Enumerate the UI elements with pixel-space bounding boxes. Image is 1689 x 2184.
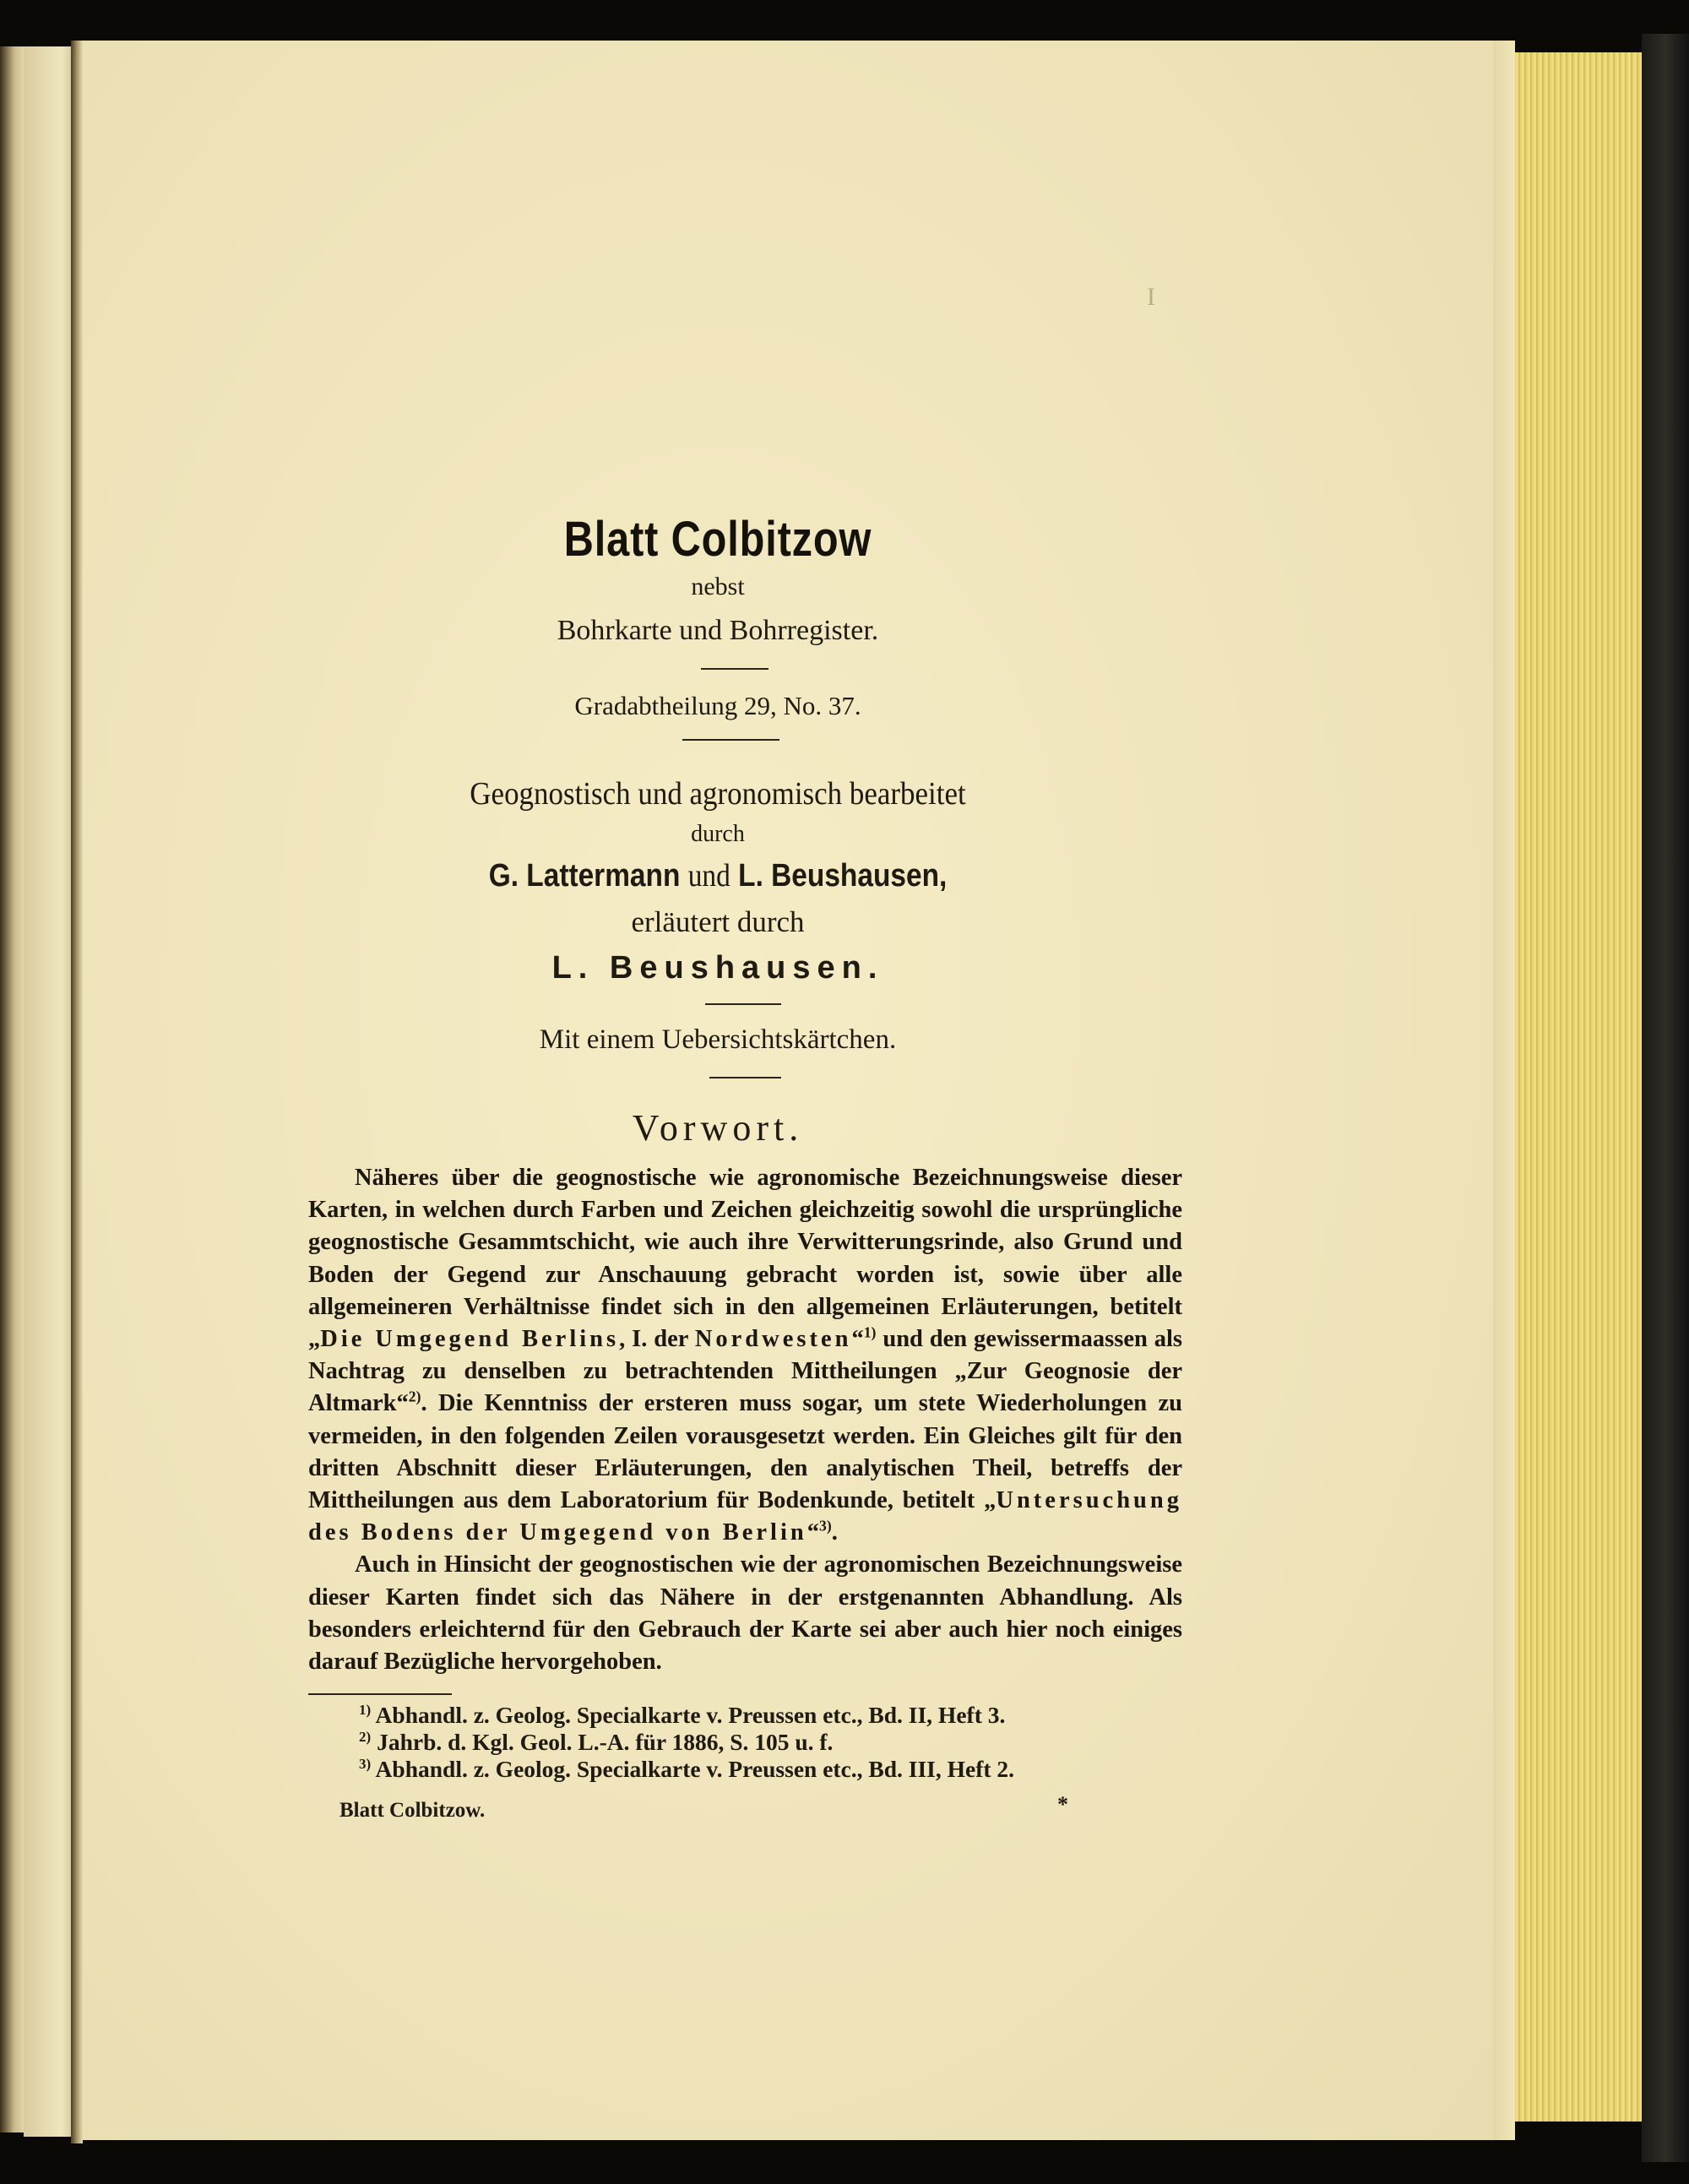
page-right-edge <box>1493 41 1515 2140</box>
signature-mark: * <box>1057 1792 1068 1817</box>
author-lattermann: G. Lattermann <box>488 858 681 894</box>
book-gutter <box>71 41 83 2143</box>
footnote-3: $^{3)}$ Abhandl. z. Geolog. Specialkarte v. Preussen etc., Bd. III, Heft 2. <box>359 1755 1015 1782</box>
document-title: Blatt Colbitzow <box>563 512 872 567</box>
footnotes <box>359 1702 1170 1783</box>
page-mark: I <box>1147 283 1155 311</box>
paragraph-2: Auch in Hinsicht der geognostischen wie der agronomischen Bezeichnungsweise dieser Karten findet sich das Nähere in der erstgenannten Abhandlung. Als besonders erleichternd für den Gebrauch der Karte sei aber auch hier noch einiges darauf Bezügliche hervorgehoben. <box>308 1551 1182 1676</box>
durch-line: durch <box>691 821 745 847</box>
subtitle-bohrkarte: Bohrkarte und Bohrregister. <box>557 615 879 646</box>
map-note: Mit einem Uebersichtskärtchen. <box>539 1024 897 1055</box>
author-beushausen: L. Beushausen, <box>738 858 948 894</box>
divider-rule <box>709 1077 781 1078</box>
footnote-1: $^{1)}$ Abhandl. z. Geolog. Specialkarte v. Preussen etc., Bd. II, Heft 3. <box>359 1701 1006 1728</box>
page-stack-edge <box>1515 52 1642 2122</box>
footnote-ref-1: 1) <box>863 1323 877 1341</box>
page-footer: Blatt Colbitzow. <box>339 1799 486 1822</box>
book-spine-left <box>0 46 24 2132</box>
section-heading: Vorwort. <box>632 1107 804 1149</box>
subtitle-nebst: nebst <box>691 573 745 600</box>
divider-rule <box>682 739 779 741</box>
footnote-ref-2: 2) <box>408 1388 421 1405</box>
authors-line <box>309 857 1127 894</box>
paragraph-1: Näheres über die geognostische wie agronomische Bezeichnungsweise dieser Karten, in welchen durch Farben und Zeichen gleichzeitig sowohl die ursprüngliche geognostische Gesammtschicht, wie auch ihre Verwitterungsrinde, also Grund und Boden der Gegend zur Anschauung gebracht worden ist, sowie über alle allgemeineren Verhältnisse findet sich in den allgemeinen Erläuterungen, betitelt „Die Umgegend Berlins, I. der Nordwesten“$^{1)}$ und den gewissermaassen als Nachtrag zu denselben zu betrachtenden Mittheilungen „Zur Geognosie der Altmark“$^{2)}$. Die Kenntniss der ersteren muss sogar, um stete Wiederholungen zu vermeiden, in den folgenden Zeilen vorausgesetzt werden. Ein Gleiches gilt für den dritten Abschnitt dieser Erläuterungen, den analytischen Theil, betreffs der Mittheilungen aus dem Laboratorium für Bodenkunde, betitelt „Untersuchung des Bodens der Umgegend von Berlin“$^{3)}$. <box>308 1165 1183 1546</box>
bearbeitet-line: Geognostisch und agronomisch bearbeitet <box>470 776 966 812</box>
und-word: und <box>687 858 730 894</box>
divider-rule <box>705 1003 781 1005</box>
page <box>83 41 1493 2140</box>
footnote-2: $^{2)}$ Jahrb. d. Kgl. Geol. L.-A. für 1886, S. 105 u. f. <box>359 1728 834 1755</box>
gradabtheilung: Gradabtheilung 29, No. 37. <box>574 691 861 720</box>
author-explainer: L. Beushausen. <box>551 950 884 986</box>
body-text <box>308 1162 1182 1678</box>
book-cover-right <box>1642 34 1689 2162</box>
footnote-rule <box>308 1693 452 1695</box>
left-page-edge <box>24 46 78 2137</box>
footnote-ref-3: 3) <box>818 1517 832 1535</box>
erlaeutert-line: erläutert durch <box>631 905 805 938</box>
divider-rule <box>701 668 768 670</box>
